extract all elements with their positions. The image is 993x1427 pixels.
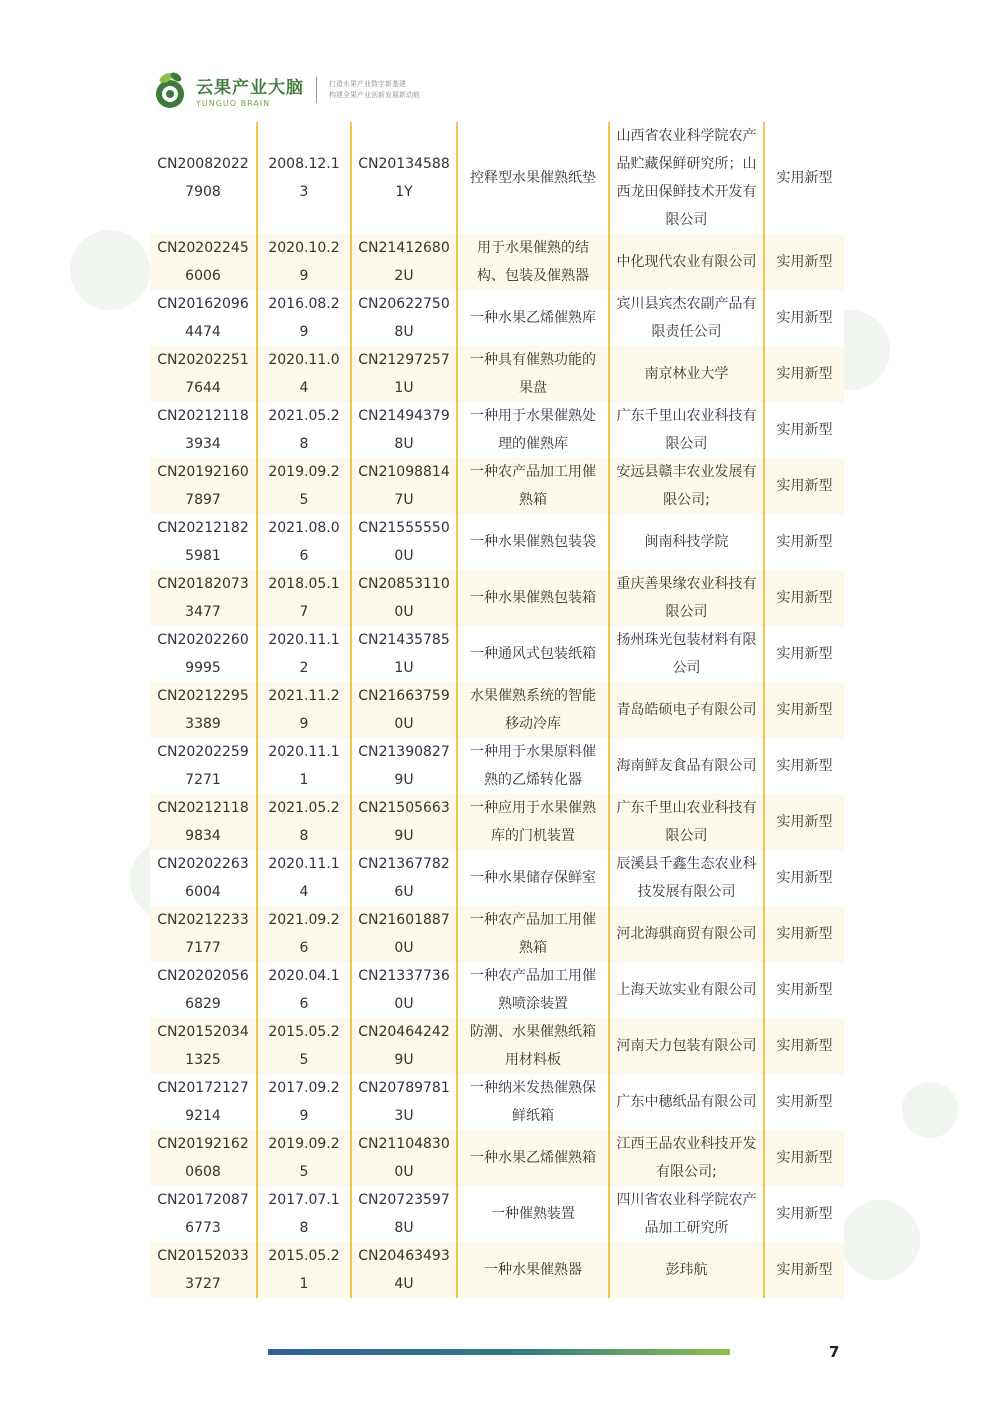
cell-patent-type: 实用新型	[764, 962, 844, 1018]
cell-patent-type: 实用新型	[764, 570, 844, 626]
cell-patent-type: 实用新型	[764, 402, 844, 458]
watermark-logo-7	[840, 1200, 920, 1280]
cell-patent-title: 控释型水果催熟纸垫	[457, 122, 609, 234]
table-row	[150, 850, 844, 906]
cell-application-date: 2020.11.14	[257, 850, 351, 906]
cell-publication-number: CN211048300U	[351, 1130, 457, 1186]
brand-logo-text	[196, 73, 304, 108]
cell-application-number: CN201921620608	[150, 1130, 257, 1186]
cell-patent-title: 一种水果储存保鲜室	[457, 850, 609, 906]
cell-application-number: CN202122337177	[150, 906, 257, 962]
cell-publication-number: CN213677826U	[351, 850, 457, 906]
cell-application-date: 2008.12.13	[257, 122, 351, 234]
cell-patent-title: 一种农产品加工用催熟箱	[457, 458, 609, 514]
patent-table-body	[150, 122, 844, 1298]
cell-publication-number: CN216018870U	[351, 906, 457, 962]
table-row	[150, 458, 844, 514]
cell-application-number: CN201520341325	[150, 1018, 257, 1074]
cell-publication-number: CN214357851U	[351, 626, 457, 682]
logo-chinese-name: 云果产业大脑	[196, 77, 304, 98]
cell-applicant: 闽南科技学院	[609, 514, 764, 570]
table-row	[150, 794, 844, 850]
table-row	[150, 234, 844, 290]
cell-applicant: 山西省农业科学院农产品贮藏保鲜研究所；山西龙田保鲜技术开发有限公司	[609, 122, 764, 234]
cell-application-date: 2019.09.25	[257, 1130, 351, 1186]
cell-publication-number: CN206227508U	[351, 290, 457, 346]
cell-applicant: 江西王品农业科技开发有限公司;	[609, 1130, 764, 1186]
watermark-logo-8	[902, 1082, 958, 1138]
brand-logo-icon	[150, 70, 190, 110]
cell-application-date: 2021.05.28	[257, 794, 351, 850]
slogan-line-1: 打造水果产业数字新基建	[329, 80, 406, 88]
cell-application-number: CN201720876773	[150, 1186, 257, 1242]
cell-patent-title: 一种纳米发热催熟保鲜纸箱	[457, 1074, 609, 1130]
table-row	[150, 1130, 844, 1186]
cell-application-number: CN202122953389	[150, 682, 257, 738]
cell-application-number: CN202022517644	[150, 346, 257, 402]
table-row	[150, 906, 844, 962]
watermark-logo-1	[70, 230, 150, 310]
cell-applicant: 安远县赣丰农业发展有限公司;	[609, 458, 764, 514]
cell-patent-title: 一种水果乙烯催熟箱	[457, 1130, 609, 1186]
cell-application-date: 2020.10.29	[257, 234, 351, 290]
cell-publication-number: CN201345881Y	[351, 122, 457, 234]
table-row	[150, 1074, 844, 1130]
table-row	[150, 570, 844, 626]
table-row	[150, 402, 844, 458]
cell-application-number: CN201921607897	[150, 458, 257, 514]
cell-application-number: CN202022609995	[150, 626, 257, 682]
cell-publication-number: CN208531100U	[351, 570, 457, 626]
cell-patent-type: 实用新型	[764, 682, 844, 738]
cell-patent-type: 实用新型	[764, 626, 844, 682]
cell-patent-title: 防潮、水果催熟纸箱用材料板	[457, 1018, 609, 1074]
cell-application-date: 2017.07.18	[257, 1186, 351, 1242]
table-row	[150, 738, 844, 794]
cell-publication-number: CN215555500U	[351, 514, 457, 570]
cell-publication-number: CN213377360U	[351, 962, 457, 1018]
cell-applicant: 广东千里山农业科技有限公司	[609, 402, 764, 458]
cell-application-date: 2020.11.11	[257, 738, 351, 794]
cell-patent-type: 实用新型	[764, 346, 844, 402]
cell-application-date: 2015.05.25	[257, 1018, 351, 1074]
table-row	[150, 626, 844, 682]
cell-patent-type: 实用新型	[764, 1074, 844, 1130]
header-slogan	[329, 79, 420, 101]
cell-patent-title: 一种水果催熟包装袋	[457, 514, 609, 570]
cell-patent-title: 一种农产品加工用催熟喷涂装置	[457, 962, 609, 1018]
cell-applicant: 青岛皓硕电子有限公司	[609, 682, 764, 738]
cell-application-date: 2021.08.06	[257, 514, 351, 570]
cell-patent-title: 一种用于水果催熟处理的催熟库	[457, 402, 609, 458]
cell-application-number: CN201721279214	[150, 1074, 257, 1130]
cell-publication-number: CN216637590U	[351, 682, 457, 738]
cell-publication-number: CN213908279U	[351, 738, 457, 794]
cell-patent-title: 一种催熟装置	[457, 1186, 609, 1242]
cell-applicant: 广东中穗纸品有限公司	[609, 1074, 764, 1130]
table-row	[150, 1186, 844, 1242]
cell-publication-number: CN215056639U	[351, 794, 457, 850]
cell-patent-type: 实用新型	[764, 458, 844, 514]
cell-patent-title: 一种水果催熟器	[457, 1242, 609, 1298]
cell-application-date: 2021.11.29	[257, 682, 351, 738]
cell-applicant: 四川省农业科学院农产品加工研究所	[609, 1186, 764, 1242]
cell-publication-number: CN214126802U	[351, 234, 457, 290]
cell-patent-type: 实用新型	[764, 794, 844, 850]
cell-publication-number: CN207235978U	[351, 1186, 457, 1242]
cell-application-number: CN202121189834	[150, 794, 257, 850]
table-row	[150, 682, 844, 738]
cell-patent-type: 实用新型	[764, 234, 844, 290]
cell-applicant: 辰溪县千鑫生态农业科技发展有限公司	[609, 850, 764, 906]
cell-application-number: CN202121183934	[150, 402, 257, 458]
table-row	[150, 514, 844, 570]
cell-publication-number: CN214943798U	[351, 402, 457, 458]
cell-application-date: 2018.05.17	[257, 570, 351, 626]
cell-application-number: CN201820733477	[150, 570, 257, 626]
cell-application-date: 2019.09.25	[257, 458, 351, 514]
footer-gradient-bar	[268, 1349, 730, 1355]
cell-applicant: 上海天竑实业有限公司	[609, 962, 764, 1018]
table-row	[150, 122, 844, 234]
cell-applicant: 广东千里山农业科技有限公司	[609, 794, 764, 850]
cell-patent-title: 一种应用于水果催熟库的门机装置	[457, 794, 609, 850]
cell-patent-title: 水果催熟系统的智能移动冷库	[457, 682, 609, 738]
cell-patent-type: 实用新型	[764, 738, 844, 794]
cell-patent-title: 一种农产品加工用催熟箱	[457, 906, 609, 962]
cell-applicant: 宾川县宾杰农副产品有限责任公司	[609, 290, 764, 346]
slogan-line-2: 构建全果产业创新发展新动能	[329, 91, 420, 99]
cell-application-date: 2015.05.21	[257, 1242, 351, 1298]
cell-applicant: 重庆善果缘农业科技有限公司	[609, 570, 764, 626]
table-row	[150, 290, 844, 346]
cell-application-date: 2017.09.29	[257, 1074, 351, 1130]
cell-applicant: 中化现代农业有限公司	[609, 234, 764, 290]
patent-table	[150, 122, 844, 1298]
cell-patent-type: 实用新型	[764, 290, 844, 346]
cell-applicant: 海南鲜友食品有限公司	[609, 738, 764, 794]
cell-publication-number: CN204634934U	[351, 1242, 457, 1298]
cell-application-number: CN202022636004	[150, 850, 257, 906]
cell-patent-title: 一种具有催熟功能的果盘	[457, 346, 609, 402]
table-row	[150, 1018, 844, 1074]
cell-application-number: CN200820227908	[150, 122, 257, 234]
cell-applicant: 河南天力包装有限公司	[609, 1018, 764, 1074]
cell-patent-title: 一种用于水果原料催熟的乙烯转化器	[457, 738, 609, 794]
cell-patent-type: 实用新型	[764, 906, 844, 962]
logo-english-name: YUNGUO BRAIN	[196, 98, 271, 108]
cell-application-date: 2020.11.12	[257, 626, 351, 682]
cell-publication-number: CN204642429U	[351, 1018, 457, 1074]
cell-patent-type: 实用新型	[764, 514, 844, 570]
cell-application-date: 2020.11.04	[257, 346, 351, 402]
cell-applicant: 南京林业大学	[609, 346, 764, 402]
cell-patent-title: 一种水果催熟包装箱	[457, 570, 609, 626]
cell-patent-type: 实用新型	[764, 1130, 844, 1186]
cell-applicant: 彭玮航	[609, 1242, 764, 1298]
page-header	[150, 62, 420, 118]
cell-application-date: 2016.08.29	[257, 290, 351, 346]
table-row	[150, 962, 844, 1018]
table-row	[150, 346, 844, 402]
cell-application-number: CN202121825981	[150, 514, 257, 570]
header-divider	[316, 77, 317, 103]
cell-application-date: 2021.05.28	[257, 402, 351, 458]
cell-publication-number: CN212972571U	[351, 346, 457, 402]
cell-patent-type: 实用新型	[764, 1242, 844, 1298]
cell-patent-type: 实用新型	[764, 850, 844, 906]
cell-patent-title: 一种通风式包装纸箱	[457, 626, 609, 682]
cell-applicant: 河北海骐商贸有限公司	[609, 906, 764, 962]
cell-patent-type: 实用新型	[764, 1186, 844, 1242]
cell-publication-number: CN210988147U	[351, 458, 457, 514]
cell-application-number: CN202022456006	[150, 234, 257, 290]
cell-application-number: CN202020566829	[150, 962, 257, 1018]
cell-application-date: 2020.04.16	[257, 962, 351, 1018]
cell-patent-title: 一种水果乙烯催熟库	[457, 290, 609, 346]
cell-publication-number: CN207897813U	[351, 1074, 457, 1130]
cell-patent-type: 实用新型	[764, 1018, 844, 1074]
cell-applicant: 扬州珠光包装材料有限公司	[609, 626, 764, 682]
cell-application-number: CN202022597271	[150, 738, 257, 794]
cell-application-date: 2021.09.26	[257, 906, 351, 962]
page-number: 7	[829, 1343, 840, 1361]
cell-patent-title: 用于水果催熟的结构、包装及催熟器	[457, 234, 609, 290]
cell-application-number: CN201620964474	[150, 290, 257, 346]
table-row	[150, 1242, 844, 1298]
cell-application-number: CN201520333727	[150, 1242, 257, 1298]
cell-patent-type: 实用新型	[764, 122, 844, 234]
